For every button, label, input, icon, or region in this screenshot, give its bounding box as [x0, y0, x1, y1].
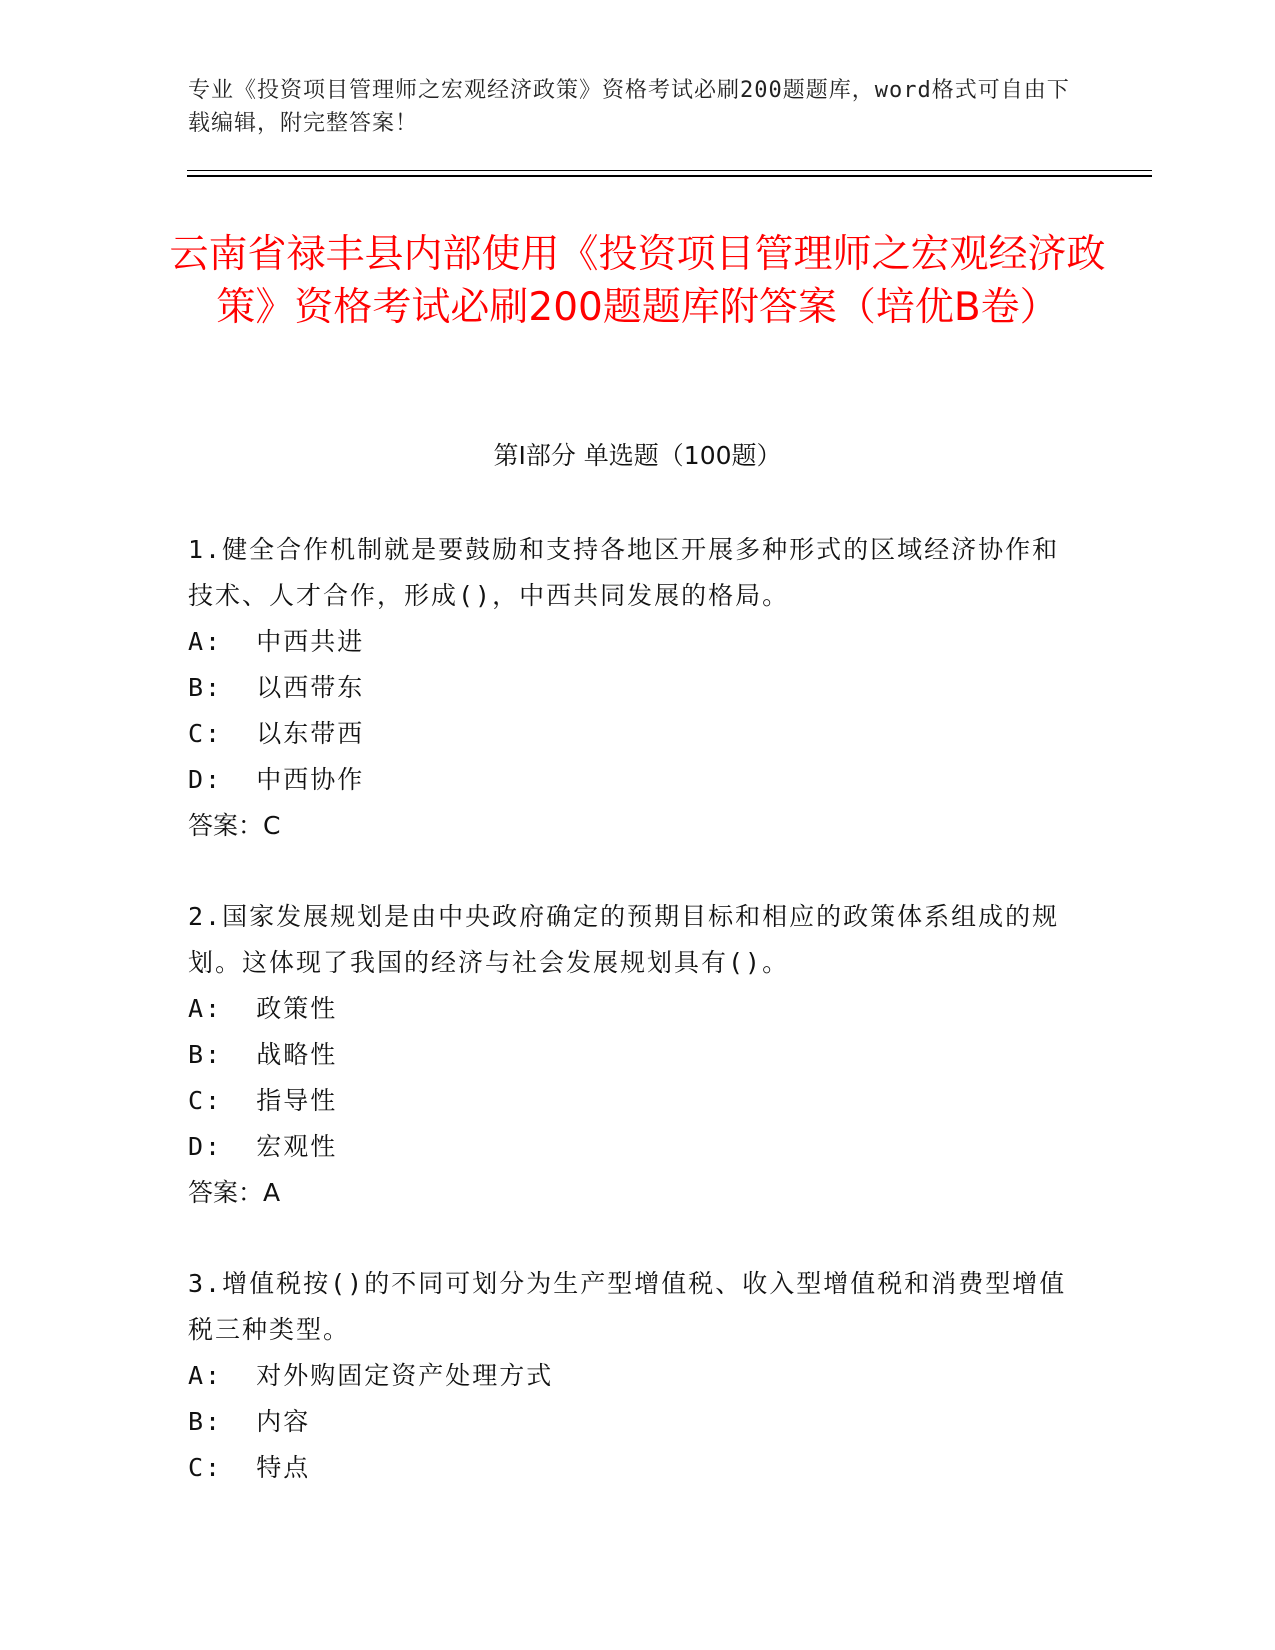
- question-spacer: [188, 1216, 1068, 1261]
- header-rule-thin: [187, 170, 1152, 171]
- question-2: [188, 894, 1068, 1216]
- option-a: A: 政策性: [188, 994, 338, 1023]
- option-a: A: 中西共进: [188, 627, 365, 656]
- option-b: B: 内容: [188, 1407, 311, 1436]
- option-a: A: 对外购固定资产处理方式: [188, 1361, 554, 1390]
- option-d: D: 宏观性: [188, 1132, 338, 1161]
- question-spacer: [188, 849, 1068, 894]
- option-c: C: 特点: [188, 1453, 311, 1482]
- question-stem: 2.国家发展规划是由中央政府确定的预期目标和相应的政策体系组成的规划。这体现了我国的经济与社会发展规划具有()。: [188, 902, 1060, 977]
- option-b: B: 以西带东: [188, 673, 365, 702]
- answer: 答案：A: [188, 1178, 281, 1207]
- option-d: D: 中西协作: [188, 765, 365, 794]
- document-title: 云南省禄丰县内部使用《投资项目管理师之宏观经济政策》资格考试必刷200题题库附答案（培优B卷）: [169, 232, 1106, 330]
- section-heading: 第Ⅰ部分 单选题（100题）: [493, 441, 782, 470]
- question-stem: 1.健全合作机制就是要鼓励和支持各地区开展多种形式的区域经济协作和技术、人才合作，形成()，中西共同发展的格局。: [188, 535, 1060, 610]
- intro-text: 专业《投资项目管理师之宏观经济政策》资格考试必刷200题题库，word格式可自由下载编辑，附完整答案！: [188, 78, 1070, 136]
- header-rule-thick: [187, 175, 1152, 177]
- question-list: [188, 527, 1068, 1491]
- question-3: [188, 1261, 1068, 1491]
- answer: 答案：C: [188, 811, 281, 840]
- option-b: B: 战略性: [188, 1040, 338, 1069]
- question-1: [188, 527, 1068, 849]
- option-c: C: 指导性: [188, 1086, 338, 1115]
- option-c: C: 以东带西: [188, 719, 365, 748]
- question-stem: 3.增值税按()的不同可划分为生产型增值税、收入型增值税和消费型增值税三种类型。: [188, 1269, 1067, 1344]
